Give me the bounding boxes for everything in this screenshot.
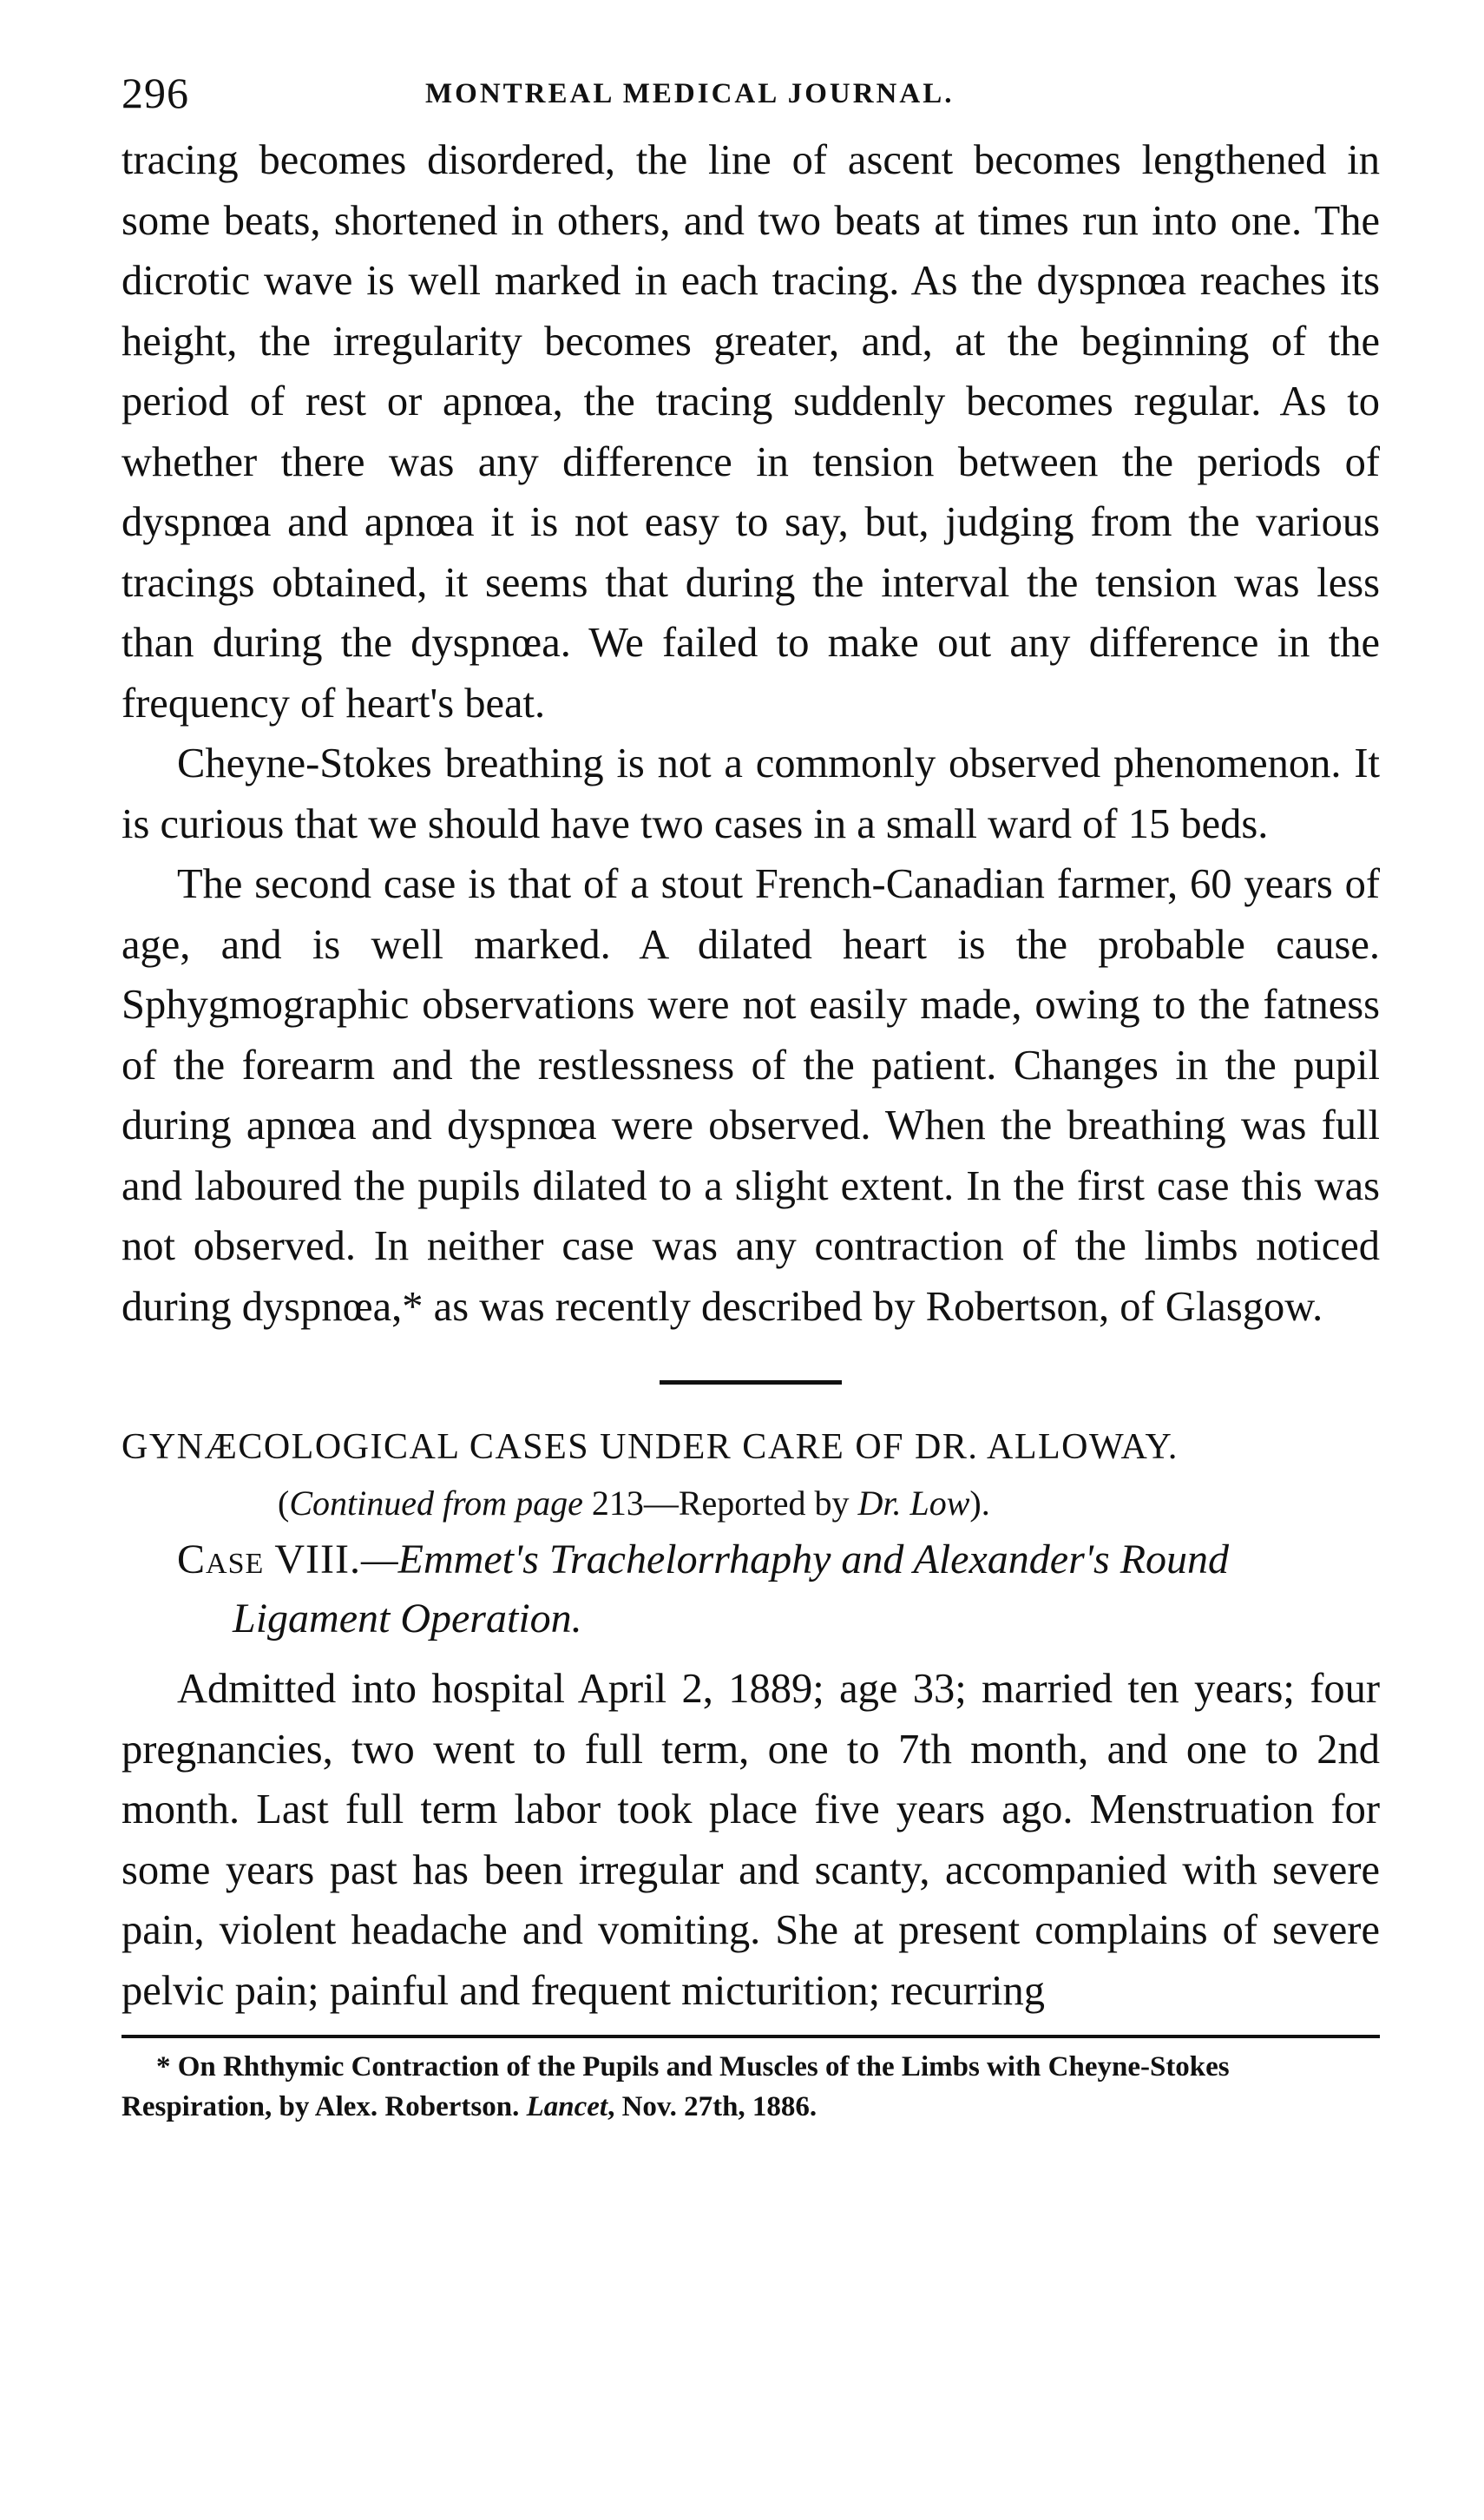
section-heading: GYNÆCOLOGICAL CASES UNDER CARE OF DR. ALLOWAY.	[121, 1427, 1179, 1467]
continued-open: (	[278, 1484, 290, 1523]
page-number: 296	[121, 69, 189, 117]
footnote-source: Lancet	[526, 2091, 608, 2122]
article-body	[121, 130, 1380, 1337]
reporter-name: Dr. Low	[857, 1484, 970, 1523]
paragraph-cheyne-stokes: Cheyne-Stokes breathing is not a commonly observed phenomenon. It is curious that we should have two cases in a small ward of 15 beds.	[121, 740, 1380, 847]
footnote	[121, 2047, 1380, 2127]
paragraph-tracing: tracing becomes disordered, the line of ascent becomes lengthened in some beats, shortened in others, and two beats at times run into one. The dicrotic wave is well marked in each tracing. As the dyspnœa reaches its height, the irregularity becomes greater, and, at the beginning of the period of rest or apnœa, the tracing suddenly becomes regular. As to whether there was any difference in tension between the periods of dyspnœa and apnœa it is not easy to say, but, judging from the various tracings obtained, it seems that during the interval the tension was less than during the dyspnœa. We failed to make out any difference in the frequency of heart's beat.	[121, 137, 1380, 727]
running-head	[121, 52, 1380, 130]
case-body	[121, 1659, 1380, 2021]
journal-page	[121, 52, 1380, 2127]
journal-title: MONTREAL MEDICAL JOURNAL.	[425, 78, 955, 109]
footnote-date: , Nov. 27th, 1886.	[607, 2091, 818, 2122]
continued-note	[121, 1477, 1380, 1530]
continued-rest: 213—Reported by	[582, 1484, 858, 1523]
case-title: —Emmet's Trachelorrhaphy and Alexander's Round Ligament Operation.	[233, 1536, 1230, 1642]
section-divider	[660, 1380, 842, 1385]
continued-close: ).	[969, 1484, 990, 1523]
paragraph-case-admission: Admitted into hospital April 2, 1889; age 33; married ten years; four pregnancies, two went to full term, one to 7th month, and one to 2nd month. Last full term labor took place five years ago. Menstruation for some years past has been irregular and scanty, accompanied with severe pain, violent headache and vomiting. She at present complains of severe pelvic pain; painful and frequent micturition; recurring	[121, 1666, 1380, 2014]
case-label: Case VIII.	[177, 1536, 361, 1582]
footnote-text: * On Rhthymic Contraction of the Pupils and Muscles of the Limbs with Cheyne-Stokes Respiration, by Alex. Robertson.	[121, 2051, 1230, 2122]
continued-italic: Continued from page	[289, 1484, 583, 1523]
footnote-divider	[121, 2035, 1380, 2038]
paragraph-second-case: The second case is that of a stout French-Canadian farmer, 60 years of age, and is well marked. A dilated heart is the probable cause. Sphygmographic observations were not easily made, owing to the fatness of the forearm and the restlessness of the patient. Changes in the pupil during apnœa and dyspnœa were observed. When the breathing was full and laboured the pupils dilated to a slight extent. In the first case this was not observed. In neither case was any contraction of the limbs noticed during dyspnœa,* as was recently described by Robertson, of Glasgow.	[121, 861, 1380, 1330]
case-heading	[177, 1530, 1380, 1648]
